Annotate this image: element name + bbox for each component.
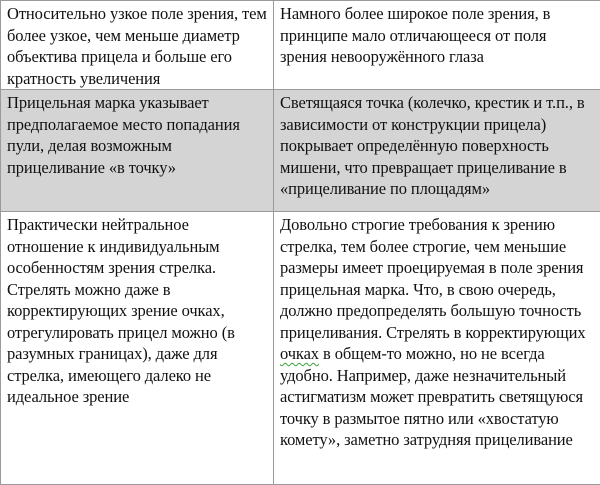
cell-text: Прицельная марка указывает предполагаемое место попадания пули, делая возможным прицеливание «в точку» [7,92,267,178]
cell-text: Светящаяся точка (колечко, крестик и т.п., в зависимости от конструкции прицела) покрывает определённую поверхность мишени, что превращает прицеливание в «прицеливание по площадям» [280,92,594,200]
table-cell-right [274,90,600,212]
table-row [1,90,600,212]
table-cell-left [1,212,274,485]
cell-text-part: Довольно строгие требования к зрению стрелка, тем более строгие, чем меньшие размеры имеет проецируемая в поле зрения прицельная марка. Что, в свою очередь, должно предопределять большую точность прицеливания. Стрелять в корректирующих [280,215,585,342]
table-row [1,212,600,485]
table-row [1,1,600,90]
table-cell-right [274,212,600,485]
table-cell-right [274,1,600,90]
cell-text [280,214,594,451]
table-cell-left [1,1,274,90]
spellcheck-underlined-word: очках [280,344,319,363]
table-cell-left [1,90,274,212]
cell-text-part: в общем-то можно, но не всегда удобно. Например, даже незначительный астигматизм может превратить светящуюся точку в размытое пятно или «хвостатую комету», заметно затрудняя прицеливание [280,344,583,449]
cell-text: Практически нейтральное отношение к индивидуальным особенностям зрения стрелка. Стрелять можно даже в корректирующих зрение очках, отрегулировать прицел можно (в разумных границах), даже для стрелка, имеющего далеко не идеальное зрение [7,214,267,408]
cell-text: Намного более широкое поле зрения, в принципе мало отличающееся от поля зрения невооружённого глаза [280,3,594,68]
cell-text: Относительно узкое поле зрения, тем более узкое, чем меньше диаметр объектива прицела и больше его кратность увеличения [7,3,267,89]
